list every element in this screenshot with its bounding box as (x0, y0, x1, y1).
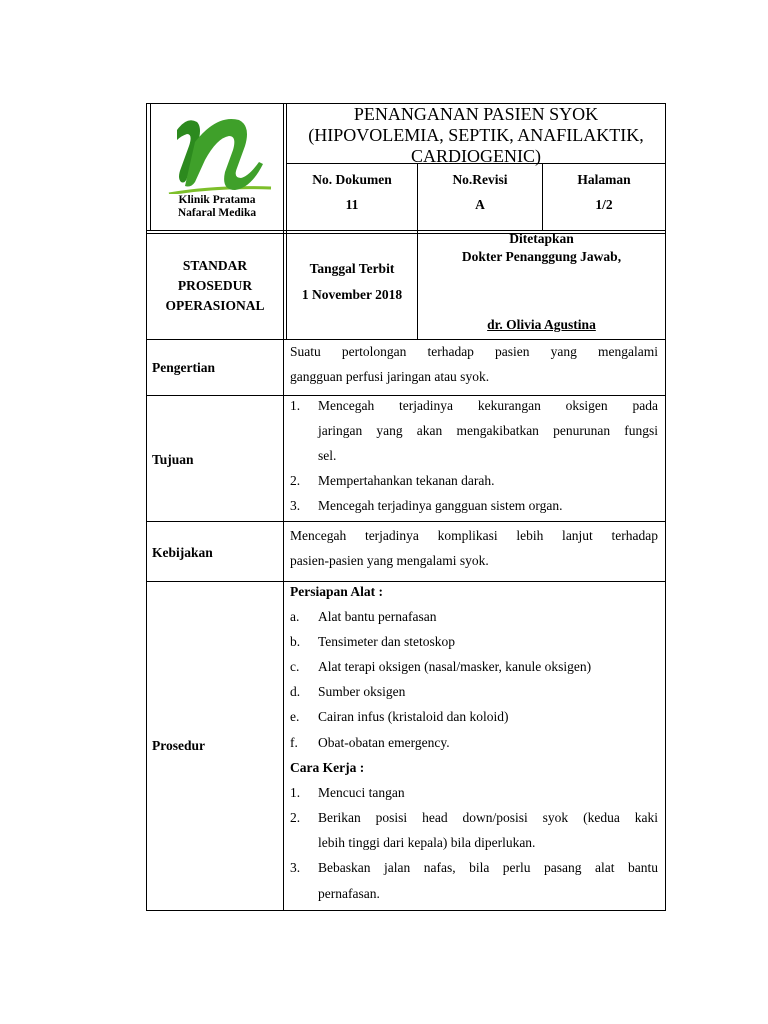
tujuan-item (290, 396, 658, 416)
tujuan-item-number: 3. (290, 498, 301, 513)
persiapan-item (290, 733, 658, 753)
cara-kerja-item-cont (290, 833, 658, 853)
persiapan-item-letter: c. (290, 659, 300, 674)
cara-kerja-item (290, 783, 658, 803)
table-column-divider (283, 103, 284, 911)
cara-kerja-item-cont (290, 884, 658, 904)
persiapan-item-text: Sumber oksigen (318, 684, 406, 699)
persiapan-item (290, 607, 658, 627)
tujuan-item (290, 471, 658, 491)
sop-line3: OPERASIONAL (165, 298, 265, 313)
tujuan-item-number: 2. (290, 473, 301, 488)
sop-line2: PROSEDUR (177, 278, 253, 293)
cara-kerja-item-text: pernafasan. (318, 886, 380, 901)
tujuan-item-text: jaringan yang akan mengakibatkan penurunan fungsi (318, 423, 658, 438)
tujuan-item-text: Mencegah terjadinya kekurangan oksigen pada (318, 398, 658, 413)
page-title (287, 104, 665, 167)
cara-kerja-item-text: Mencuci tangan (318, 785, 405, 800)
approved-label: Ditetapkan (509, 231, 574, 246)
persiapan-item-letter: a. (290, 609, 300, 624)
pengertian-label: Pengertian (152, 360, 215, 375)
clinic-name (150, 194, 284, 220)
table-border-bottom (146, 910, 666, 911)
cara-kerja-item (290, 858, 658, 878)
persiapan-item-text: Alat bantu pernafasan (318, 609, 437, 624)
persiapan-item (290, 632, 658, 652)
table-divider-sop (146, 339, 666, 340)
table-divider-tujuan (146, 521, 666, 522)
revision-label: No.Revisi (452, 172, 508, 187)
persiapan-item-letter: f. (290, 735, 298, 750)
title-line2: (HIPOVOLEMIA, SEPTIK, ANAFILAKTIK, (308, 125, 644, 145)
persiapan-item (290, 707, 658, 727)
tujuan-item-text: Mencegah terjadinya gangguan sistem organ. (318, 498, 563, 513)
tujuan-item (290, 496, 658, 516)
clinic-logo (155, 106, 279, 194)
tujuan-item-cont (290, 421, 658, 441)
cara-kerja-item-number: 2. (290, 810, 301, 825)
clinic-name-line2: Nafaral Medika (177, 207, 257, 219)
page-value: 1/2 (595, 197, 613, 212)
approved-name: dr. Olivia Agustina (487, 317, 596, 332)
cara-kerja-item-text: lebih tinggi dari kepala) bila diperlukan. (318, 835, 536, 850)
doc-number-label: No. Dokumen (312, 172, 392, 187)
persiapan-item-text: Alat terapi oksigen (nasal/masker, kanule oksigen) (318, 659, 592, 674)
persiapan-item (290, 657, 658, 677)
persiapan-item-letter: e. (290, 709, 300, 724)
tujuan-label: Tujuan (152, 452, 194, 467)
clinic-name-line1: Klinik Pratama (178, 194, 256, 206)
table-border-right (665, 103, 666, 911)
sop-line1: STANDAR (182, 258, 248, 273)
persiapan-item-text: Cairan infus (kristaloid dan koloid) (318, 709, 509, 724)
clinic-logo-mark (155, 106, 279, 194)
kebijakan-line2: pasien-pasien yang mengalami syok. (290, 553, 489, 568)
prosedur-label: Prosedur (152, 738, 205, 753)
approved-role: Dokter Penanggung Jawab, (461, 249, 622, 264)
kebijakan-line1: Mencegah terjadinya komplikasi lebih lanjut terhadap (290, 528, 658, 543)
cara-kerja-item-text: Bebaskan jalan nafas, bila perlu pasang alat bantu (318, 860, 658, 875)
title-line1: PENANGANAN PASIEN SYOK (353, 104, 599, 124)
tujuan-item-number: 1. (290, 398, 301, 413)
issue-date-value: 1 November 2018 (301, 287, 403, 302)
cara-kerja-title: Cara Kerja : (290, 760, 365, 775)
pengertian-line1: Suatu pertolongan terhadap pasien yang mengalami (290, 344, 658, 359)
title-line3: CARDIOGENIC) (411, 146, 541, 166)
tujuan-item-text: Mempertahankan tekanan darah. (318, 473, 495, 488)
persiapan-item-text: Tensimeter dan stetoskop (318, 634, 456, 649)
cara-kerja-item-number: 1. (290, 785, 301, 800)
issue-date-label: Tanggal Terbit (309, 261, 395, 276)
table-border-left (146, 103, 147, 911)
revision-value: A (475, 197, 485, 212)
cara-kerja-item-number: 3. (290, 860, 301, 875)
persiapan-item (290, 682, 658, 702)
tujuan-item-text: sel. (318, 448, 337, 463)
persiapan-title: Persiapan Alat : (290, 584, 383, 599)
persiapan-item-letter: b. (290, 634, 301, 649)
page-label: Halaman (577, 172, 631, 187)
persiapan-item-letter: d. (290, 684, 301, 699)
sop-heading (147, 256, 283, 316)
doc-number-value: 11 (345, 197, 359, 212)
cara-kerja-item-text: Berikan posisi head down/posisi syok (kedua kaki (318, 810, 658, 825)
cara-kerja-item (290, 808, 658, 828)
pengertian-line2: gangguan perfusi jaringan atau syok. (290, 369, 490, 384)
tujuan-item-cont (290, 446, 658, 466)
persiapan-item-text: Obat-obatan emergency. (318, 735, 450, 750)
kebijakan-label: Kebijakan (152, 545, 213, 560)
